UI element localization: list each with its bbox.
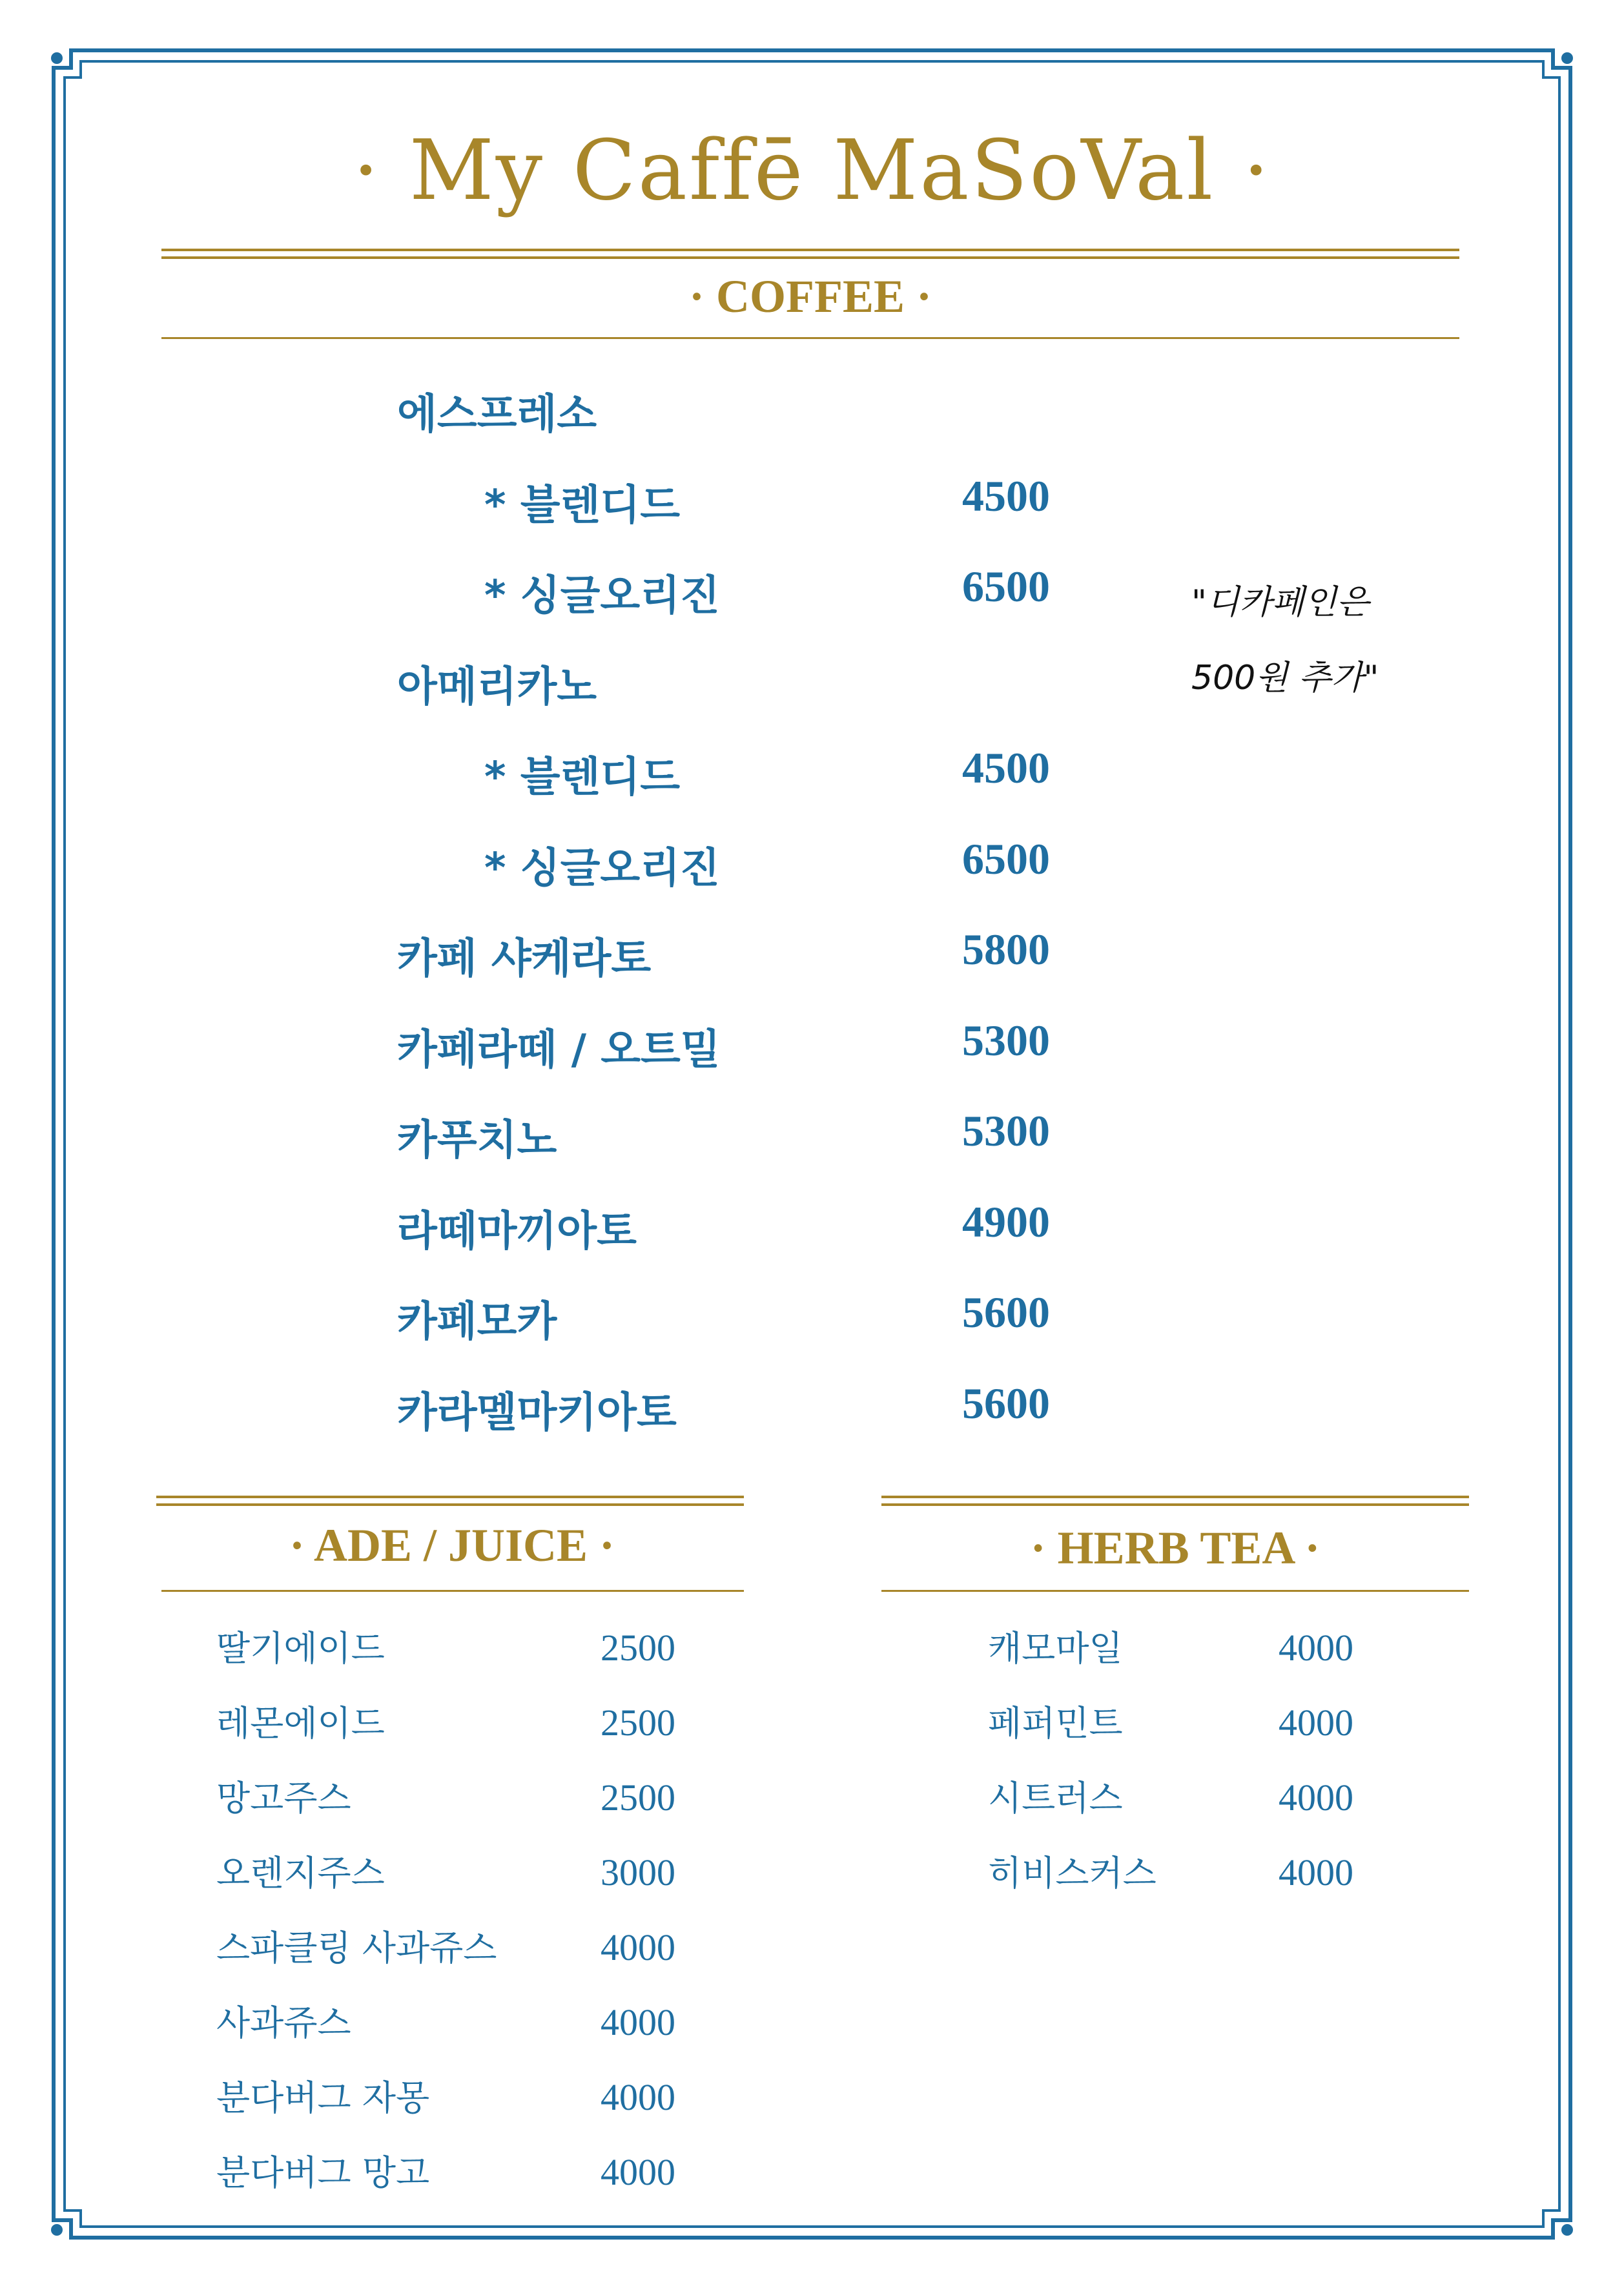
- ade-top-rule-2: [156, 1503, 744, 1506]
- herb-item-name: 캐모마일: [988, 1628, 1123, 1669]
- coffee-item-price: 5800: [962, 925, 1050, 974]
- ade-item-name: 사과쥬스: [216, 2003, 351, 2043]
- ade-item-price: 4000: [601, 2151, 675, 2193]
- herb-top-rule-2: [881, 1503, 1469, 1506]
- ade-item-name: 오렌지주스: [216, 1853, 385, 1893]
- ade-item-price: 3000: [601, 1851, 675, 1893]
- coffee-bottom-rule: [161, 337, 1459, 339]
- coffee-item-name: 카페 샤케라토: [397, 935, 652, 983]
- coffee-top-rule-2: [161, 256, 1459, 259]
- coffee-item-name: 카페라떼 / 오트밀: [397, 1025, 721, 1074]
- coffee-item-name: * 싱글오리진: [484, 572, 720, 620]
- coffee-item-name: * 싱글오리진: [484, 844, 720, 892]
- coffee-item-price: 5300: [962, 1106, 1050, 1155]
- ade-top-rule: [156, 1496, 744, 1498]
- coffee-item-price: 4500: [962, 471, 1050, 520]
- coffee-item-name: 카푸치노: [397, 1117, 557, 1164]
- coffee-item-name: 카페모카: [397, 1298, 557, 1346]
- ade-item-name: 분다버그 망고: [216, 2152, 430, 2193]
- herb-item-name: 페퍼민트: [988, 1703, 1123, 1744]
- ade-item-price: 2500: [601, 1702, 675, 1744]
- coffee-item-name: 에스프레소: [397, 391, 597, 438]
- ade-item-name: 딸기에이드: [216, 1628, 385, 1669]
- coffee-item-name: * 블렌디드: [484, 754, 681, 801]
- herb-item-price: 4000: [1279, 1777, 1353, 1819]
- herb-heading: · HERB TEA ·: [1030, 1522, 1321, 1574]
- herb-item-price: 4000: [1279, 1702, 1353, 1744]
- coffee-item-price: 6500: [962, 834, 1050, 883]
- ade-item-name: 분다버그 자몽: [216, 2077, 430, 2118]
- coffee-item-price: 6500: [962, 562, 1050, 611]
- herb-item-price: 4000: [1279, 1627, 1353, 1669]
- herb-top-rule: [881, 1496, 1469, 1498]
- coffee-item-name: 라떼마끼아토: [397, 1207, 637, 1255]
- coffee-item-price: 5600: [962, 1378, 1050, 1428]
- ade-item-name: 망고주스: [216, 1778, 351, 1819]
- ade-item-name: 스파클링 사과쥬스: [216, 1928, 497, 1968]
- ade-item-name: 레몬에이드: [216, 1703, 385, 1744]
- herb-item-price: 4000: [1279, 1851, 1353, 1893]
- herb-item-name: 히비스커스: [988, 1853, 1156, 1893]
- coffee-heading: · COFFEE ·: [688, 271, 932, 322]
- decaf-note-line1: "디카페인은: [1191, 583, 1370, 622]
- ade-heading: · ADE / JUICE ·: [289, 1520, 615, 1571]
- coffee-item-name: * 블렌디드: [484, 481, 681, 530]
- ade-item-price: 4000: [601, 2076, 675, 2118]
- coffee-item-price: 5600: [962, 1288, 1050, 1337]
- ade-item-price: 2500: [601, 1777, 675, 1819]
- coffee-item-price: 4500: [962, 743, 1050, 792]
- coffee-item-name: 아메리카노: [397, 663, 597, 711]
- herb-bottom-rule: [881, 1590, 1469, 1592]
- cafe-title: · My Caffē MaSoVal ·: [353, 123, 1271, 219]
- ade-bottom-rule: [161, 1590, 744, 1592]
- herb-item-name: 시트러스: [988, 1778, 1123, 1819]
- ade-item-price: 2500: [601, 1627, 675, 1669]
- decaf-note-line2: 500원 추가": [1191, 659, 1379, 697]
- ade-item-price: 4000: [601, 1926, 675, 1968]
- coffee-item-name: 카라멜마키아토: [397, 1388, 677, 1437]
- coffee-item-price: 4900: [962, 1197, 1050, 1246]
- coffee-top-rule: [161, 249, 1459, 251]
- coffee-item-price: 5300: [962, 1015, 1050, 1065]
- ade-item-price: 4000: [601, 2001, 675, 2043]
